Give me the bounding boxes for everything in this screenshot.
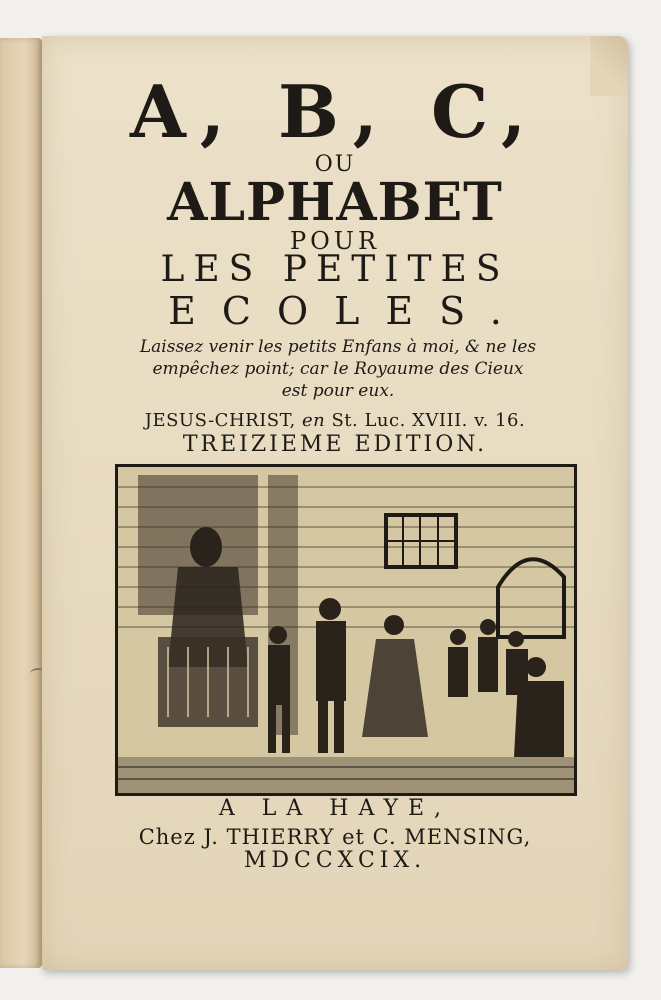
imprint-year: MDCCXCIX. [243, 848, 427, 873]
title-ou: OU [314, 152, 356, 177]
woodcut-illustration [115, 464, 577, 796]
previous-page-edge [0, 38, 42, 968]
citation-reference: St. Luc. XVIII. v. 16. [331, 410, 526, 431]
epigraph-quote: Laissez venir les petits Enfans à moi, & ne les empêchez point; car le Royaume des Cieux est pour eux. [139, 337, 537, 401]
title-petites: LES PETITES [160, 249, 510, 290]
title-pour: POUR [289, 227, 381, 255]
imprint-publisher: Chez J. THIERRY et C. MENSING, [138, 825, 532, 849]
edition-line: TREIZIEME EDITION. [182, 432, 488, 457]
title-ecoles: ECOLES. [168, 289, 528, 333]
title-page [42, 36, 628, 970]
title-abc: A, B, C, [129, 69, 541, 154]
woodcut-scene-image [118, 467, 574, 793]
title-alphabet: ALPHABET [167, 172, 503, 233]
epigraph-citation [42, 410, 628, 432]
citation-author: JESUS-CHRIST, [144, 410, 296, 431]
imprint-place: A LA HAYE, [218, 796, 452, 821]
citation-en: en [301, 410, 326, 431]
